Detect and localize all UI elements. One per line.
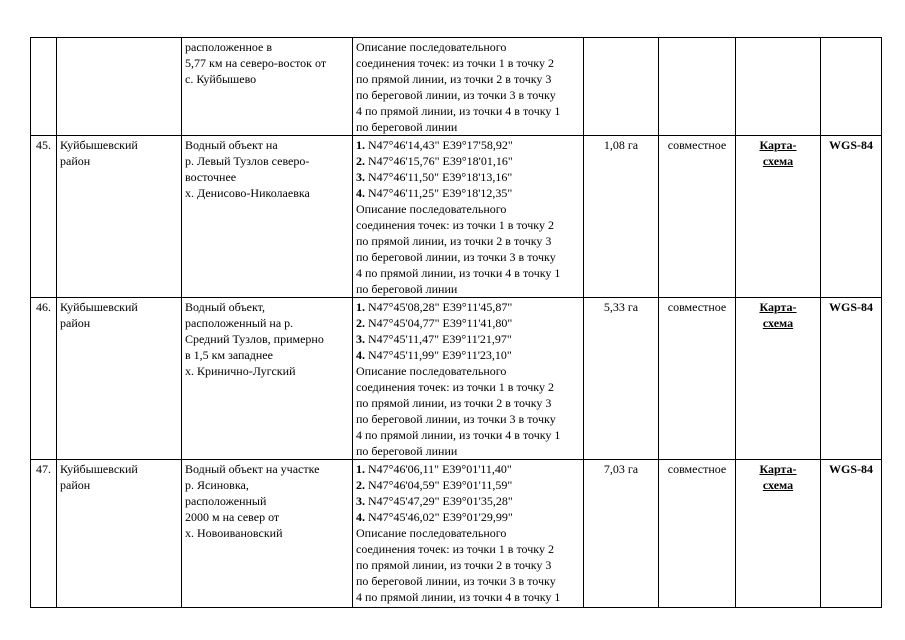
location-text: 5,77 км на северо-восток от xyxy=(185,56,327,70)
point-coordinates: N47°46'15,76" E39°18'01,16" xyxy=(365,154,513,168)
boundary-description: 4 по прямой линии, из точки 4 в точку 1 xyxy=(356,266,561,280)
location-text: р. Левый Тузлов северо- xyxy=(185,154,310,168)
coordinate-point xyxy=(356,461,580,477)
ownership-cell xyxy=(659,136,736,298)
boundary-description: соединения точек: из точки 1 в точку 2 xyxy=(356,380,554,394)
boundary-description: по прямой линии, из точки 2 в точку 3 xyxy=(356,396,552,410)
location-text: Водный объект, xyxy=(185,300,266,314)
location-text: Водный объект на xyxy=(185,138,278,152)
point-number: 2. xyxy=(356,316,365,330)
district-text: Куйбышевский xyxy=(60,300,138,314)
boundary-description: соединения точек: из точки 1 в точку 2 xyxy=(356,218,554,232)
table-row xyxy=(31,136,882,298)
location-cell xyxy=(182,298,353,460)
coordinate-point xyxy=(356,169,580,185)
ownership-cell xyxy=(659,460,736,608)
point-number: 1. xyxy=(356,138,365,152)
coordinate-system: WGS-84 xyxy=(828,138,873,152)
boundary-description: по береговой линии, из точки 3 в точку xyxy=(356,88,556,102)
coordinate-system: WGS-84 xyxy=(828,462,873,476)
coordinate-point xyxy=(356,153,580,169)
boundary-description: Описание последовательного xyxy=(356,202,507,216)
coordinates-cell xyxy=(353,460,584,608)
boundary-description: по береговой линии, из точки 3 в точку xyxy=(356,412,556,426)
district-text: район xyxy=(60,478,91,492)
map-scheme-link[interactable]: схема xyxy=(762,478,794,492)
ownership-cell xyxy=(659,38,736,136)
district-text: Куйбышевский xyxy=(60,462,138,476)
coordinate-point xyxy=(356,347,580,363)
row-number-cell xyxy=(31,460,57,608)
boundary-description: Описание последовательного xyxy=(356,40,507,54)
point-coordinates: N47°46'06,11" E39°01'11,40" xyxy=(365,462,512,476)
coordinate-point xyxy=(356,137,580,153)
boundary-description: по прямой линии, из точки 2 в точку 3 xyxy=(356,234,552,248)
point-number: 3. xyxy=(356,332,365,346)
coordinate-system-cell xyxy=(821,38,882,136)
row-number: 45. xyxy=(36,138,51,152)
boundary-description: по береговой линии, из точки 3 в точку xyxy=(356,250,556,264)
table-row xyxy=(31,38,882,136)
location-cell xyxy=(182,38,353,136)
boundary-description: по береговой линии xyxy=(356,444,458,458)
district-cell xyxy=(57,136,182,298)
location-text: х. Денисово-Николаевка xyxy=(185,186,310,200)
ownership-cell xyxy=(659,298,736,460)
boundary-description: Описание последовательного xyxy=(356,526,507,540)
location-text: х. Кринично-Лугский xyxy=(185,364,296,378)
point-coordinates: N47°45'11,47" E39°11'21,97" xyxy=(365,332,512,346)
row-number-cell xyxy=(31,38,57,136)
ownership-value: совместное xyxy=(667,462,727,476)
map-scheme-link[interactable]: Карта- xyxy=(759,300,797,314)
map-scheme-link[interactable]: Карта- xyxy=(759,138,797,152)
location-text: расположенное в xyxy=(185,40,273,54)
location-text: Средний Тузлов, примерно xyxy=(185,332,324,346)
district-cell xyxy=(57,38,182,136)
point-number: 1. xyxy=(356,462,365,476)
location-text: 2000 м на север от xyxy=(185,510,280,524)
point-coordinates: N47°46'14,43" E39°17'58,92" xyxy=(365,138,513,152)
table-row xyxy=(31,460,882,608)
area-value: 7,03 га xyxy=(603,462,639,476)
district-cell xyxy=(57,298,182,460)
point-coordinates: N47°46'11,25" E39°18'12,35" xyxy=(365,186,513,200)
ownership-value: совместное xyxy=(667,138,727,152)
boundary-description: по береговой линии xyxy=(356,120,458,134)
ownership-value: совместное xyxy=(667,300,727,314)
coordinates-cell xyxy=(353,298,584,460)
boundary-description: 4 по прямой линии, из точки 4 в точку 1 xyxy=(356,428,561,442)
point-coordinates: N47°45'08,28" E39°11'45,87" xyxy=(365,300,513,314)
coordinate-point xyxy=(356,185,580,201)
location-text: х. Новоивановский xyxy=(185,526,283,540)
water-objects-table xyxy=(30,37,882,608)
location-text: восточнее xyxy=(185,170,237,184)
point-number: 4. xyxy=(356,348,365,362)
coordinate-system-cell xyxy=(821,460,882,608)
boundary-description: Описание последовательного xyxy=(356,364,507,378)
coordinate-point xyxy=(356,299,580,315)
point-number: 2. xyxy=(356,478,365,492)
point-coordinates: N47°45'11,99" E39°11'23,10" xyxy=(365,348,512,362)
district-text: район xyxy=(60,316,91,330)
map-link-cell xyxy=(736,298,821,460)
area-cell xyxy=(584,460,659,608)
map-scheme-link[interactable]: схема xyxy=(762,154,794,168)
area-value: 1,08 га xyxy=(603,138,639,152)
location-text: с. Куйбышево xyxy=(185,72,257,86)
coordinate-point xyxy=(356,509,580,525)
boundary-description: по прямой линии, из точки 2 в точку 3 xyxy=(356,558,552,572)
coordinate-system-cell xyxy=(821,298,882,460)
point-coordinates: N47°45'47,29" E39°01'35,28" xyxy=(365,494,513,508)
boundary-description: соединения точек: из точки 1 в точку 2 xyxy=(356,56,554,70)
point-number: 3. xyxy=(356,170,365,184)
map-scheme-link[interactable]: Карта- xyxy=(759,462,797,476)
boundary-description: по прямой линии, из точки 2 в точку 3 xyxy=(356,72,552,86)
point-number: 4. xyxy=(356,510,365,524)
boundary-description: 4 по прямой линии, из точки 4 в точку 1 xyxy=(356,590,561,604)
map-link-cell xyxy=(736,460,821,608)
point-number: 2. xyxy=(356,154,365,168)
district-text: район xyxy=(60,154,91,168)
coordinates-cell xyxy=(353,136,584,298)
area-cell xyxy=(584,136,659,298)
point-number: 3. xyxy=(356,494,365,508)
row-number-cell xyxy=(31,298,57,460)
area-cell xyxy=(584,38,659,136)
row-number-cell xyxy=(31,136,57,298)
location-text: р. Ясиновка, xyxy=(185,478,249,492)
area-value: 5,33 га xyxy=(603,300,639,314)
location-text: Водный объект на участке xyxy=(185,462,320,476)
map-scheme-link[interactable]: схема xyxy=(762,316,794,330)
coordinate-point xyxy=(356,331,580,347)
area-cell xyxy=(584,298,659,460)
coordinate-point xyxy=(356,493,580,509)
boundary-description: по береговой линии xyxy=(356,282,458,296)
row-number: 46. xyxy=(36,300,51,314)
point-coordinates: N47°45'46,02" E39°01'29,99" xyxy=(365,510,513,524)
point-coordinates: N47°46'04,59" E39°01'11,59" xyxy=(365,478,513,492)
table-body xyxy=(31,38,882,608)
location-text: расположенный xyxy=(185,494,267,508)
district-cell xyxy=(57,460,182,608)
row-number: 47. xyxy=(36,462,51,476)
boundary-description: 4 по прямой линии, из точки 4 в точку 1 xyxy=(356,104,561,118)
point-coordinates: N47°45'04,77" E39°11'41,80" xyxy=(365,316,513,330)
district-text: Куйбышевский xyxy=(60,138,138,152)
location-text: в 1,5 км западнее xyxy=(185,348,273,362)
coordinates-cell xyxy=(353,38,584,136)
coordinate-point xyxy=(356,477,580,493)
point-number: 4. xyxy=(356,186,365,200)
map-link-cell xyxy=(736,136,821,298)
location-text: расположенный на р. xyxy=(185,316,294,330)
map-link-cell xyxy=(736,38,821,136)
boundary-description: по береговой линии, из точки 3 в точку xyxy=(356,574,556,588)
point-coordinates: N47°46'11,50" E39°18'13,16" xyxy=(365,170,513,184)
coordinate-point xyxy=(356,315,580,331)
coordinate-system-cell xyxy=(821,136,882,298)
coordinate-system: WGS-84 xyxy=(828,300,873,314)
table-row xyxy=(31,298,882,460)
boundary-description: соединения точек: из точки 1 в точку 2 xyxy=(356,542,554,556)
location-cell xyxy=(182,136,353,298)
point-number: 1. xyxy=(356,300,365,314)
location-cell xyxy=(182,460,353,608)
